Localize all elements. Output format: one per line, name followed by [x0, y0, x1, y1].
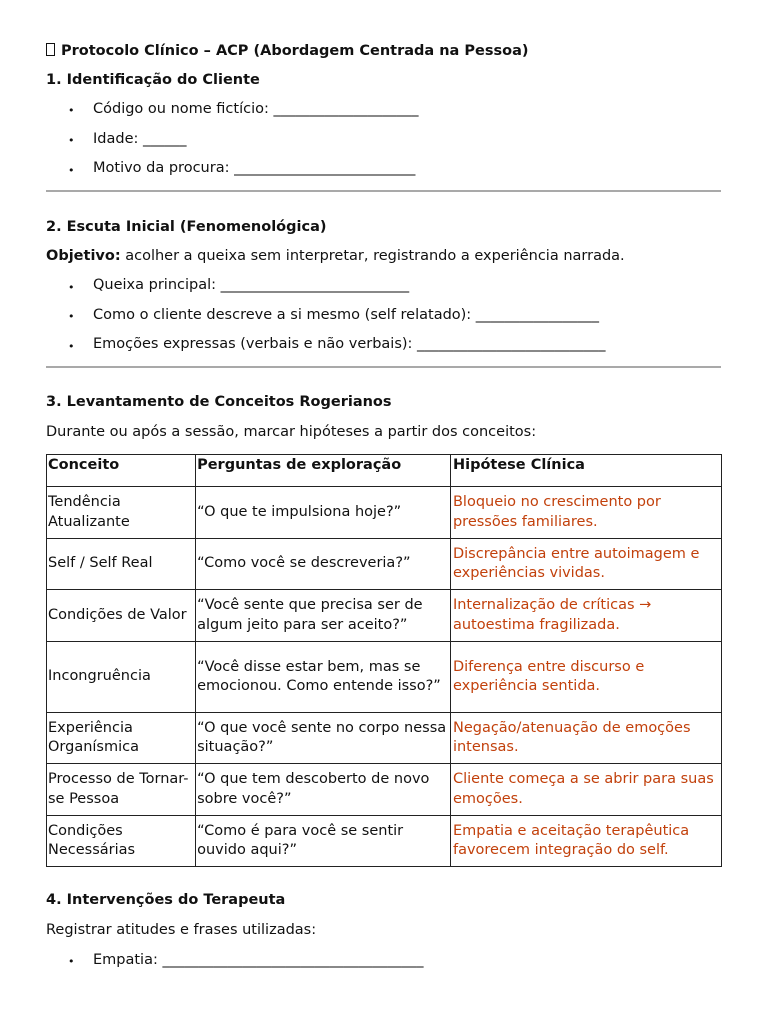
- bullet-icon: •: [68, 281, 75, 294]
- hypothesis-cell: Negação/atenuação de emoções intensas.: [450, 713, 721, 764]
- question-cell: “Como você se descreveria?”: [196, 539, 451, 590]
- section-4-heading: 4. Intervenções do Terapeuta: [46, 892, 286, 908]
- bullet-icon: •: [68, 104, 75, 117]
- concept-cell: Condições Necessárias: [47, 816, 196, 867]
- list-item: Como o cliente descreve a si mesmo (self relatado): _________________: [93, 307, 600, 323]
- question-cell: “Você sente que precisa ser de algum jeito para ser aceito?”: [196, 590, 451, 642]
- concept-cell: Processo de Tornar-se Pessoa: [47, 764, 196, 816]
- hypothesis-cell: Discrepância entre autoimagem e experiências vividas.: [450, 539, 721, 590]
- question-cell: “O que tem descoberto de novo sobre você?”: [196, 764, 451, 816]
- section-2-heading: 2. Escuta Inicial (Fenomenológica): [46, 219, 327, 235]
- hypothesis-cell: Bloqueio no crescimento por pressões familiares.: [450, 487, 721, 539]
- column-header-questions: Perguntas de exploração: [196, 455, 451, 487]
- table-row: [47, 816, 722, 867]
- bullet-icon: •: [68, 310, 75, 323]
- bullet-icon: •: [68, 164, 75, 177]
- section-1-heading: 1. Identificação do Cliente: [46, 72, 260, 88]
- column-header-hypothesis: Hipótese Clínica: [450, 455, 721, 487]
- table-header-row: [47, 455, 722, 487]
- missing-glyph-icon: [46, 43, 55, 56]
- bullet-icon: •: [68, 955, 75, 968]
- concept-cell: Tendência Atualizante: [47, 487, 196, 539]
- table-row: [47, 642, 722, 713]
- objective-label: Objetivo:: [46, 248, 121, 264]
- document-title: Protocolo Clínico – ACP (Abordagem Centrada na Pessoa): [46, 43, 529, 59]
- bullet-icon: •: [68, 134, 75, 147]
- question-cell: “O que te impulsiona hoje?”: [196, 487, 451, 539]
- section-divider: [46, 190, 721, 192]
- section-divider: [46, 366, 721, 368]
- objective-text: acolher a queixa sem interpretar, registrando a experiência narrada.: [120, 248, 625, 264]
- bullet-icon: •: [68, 340, 75, 353]
- list-item: Motivo da procura: _________________________: [93, 160, 416, 176]
- table-row: [47, 539, 722, 590]
- table-row: [47, 713, 722, 764]
- question-cell: “Você disse estar bem, mas se emocionou. Como entende isso?”: [196, 642, 451, 713]
- table-row: [47, 590, 722, 642]
- concept-cell: Self / Self Real: [47, 539, 196, 590]
- hypothesis-cell: Diferença entre discurso e experiência sentida.: [450, 642, 721, 713]
- table-row: [47, 487, 722, 539]
- list-item: Idade: ______: [93, 131, 187, 147]
- hypothesis-cell: Cliente começa a se abrir para suas emoções.: [450, 764, 721, 816]
- section-3-heading: 3. Levantamento de Conceitos Rogerianos: [46, 394, 392, 410]
- question-cell: “Como é para você se sentir ouvido aqui?”: [196, 816, 451, 867]
- list-item: Código ou nome fictício: ____________________: [93, 101, 419, 117]
- concepts-table: [46, 454, 722, 867]
- list-item: Empatia: ____________________________________: [93, 952, 424, 968]
- table-row: [47, 764, 722, 816]
- concept-cell: Incongruência: [47, 642, 196, 713]
- hypothesis-cell: Internalização de críticas → autoestima fragilizada.: [450, 590, 721, 642]
- list-item: Queixa principal: __________________________: [93, 277, 410, 293]
- concept-cell: Experiência Organísmica: [47, 713, 196, 764]
- list-item: Emoções expressas (verbais e não verbais): __________________________: [93, 336, 606, 352]
- hypothesis-cell: Empatia e aceitação terapêutica favorecem integração do self.: [450, 816, 721, 867]
- section-4-intro: Registrar atitudes e frases utilizadas:: [46, 922, 317, 938]
- objective-line: [46, 248, 625, 264]
- section-3-intro: Durante ou após a sessão, marcar hipóteses a partir dos conceitos:: [46, 424, 537, 440]
- question-cell: “O que você sente no corpo nessa situação?”: [196, 713, 451, 764]
- concept-cell: Condições de Valor: [47, 590, 196, 642]
- column-header-concept: Conceito: [47, 455, 196, 487]
